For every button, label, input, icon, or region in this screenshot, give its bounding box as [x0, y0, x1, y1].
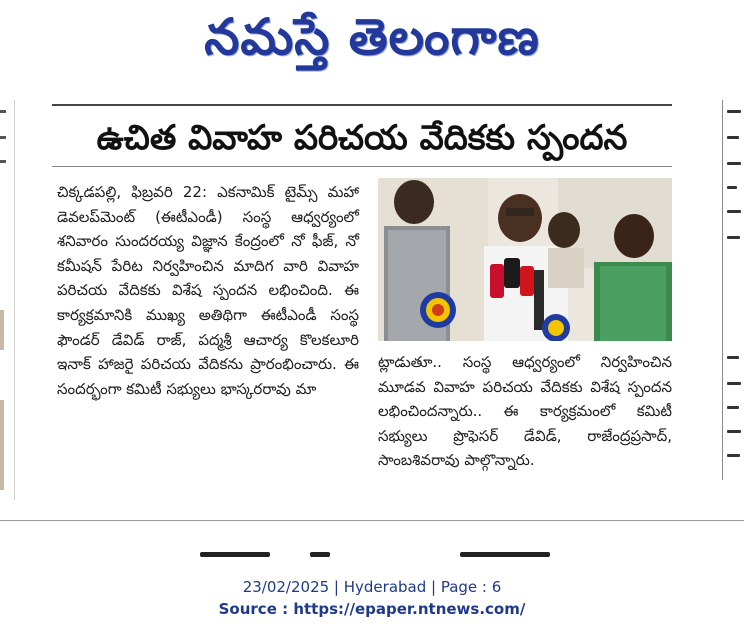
footer-source: Source : https://epaper.ntnews.com/ [218, 600, 526, 618]
page-footer [0, 576, 744, 620]
headline-top-rule [52, 104, 672, 106]
masthead [0, 0, 744, 78]
next-article-fragment [160, 548, 590, 560]
page-section-rule [0, 520, 744, 521]
newspaper-logo: నమస్తే తెలంగాణ [204, 8, 540, 66]
footer-dateline: 23/02/2025 | Hyderabad | Page : 6 [242, 578, 502, 596]
article-photo [378, 178, 672, 341]
adjacent-column-right-edge [722, 100, 744, 480]
event-photo-image [378, 178, 672, 341]
article-column-left [57, 180, 359, 490]
article-body-right: ట్లాడుతూ.. సంస్థ ఆధ్వర్యంలో నిర్వహించిన మూడవ వివాహ పరిచయ వేదికకు విశేష స్పందన లభించిందన్నారు.. ఈ కార్యక్రమంలో కమిటీ సభ్యులు ప్రొఫెసర్ డేవిడ్, రాజేంద్రప్రసాద్, సాంబశివరావు పాల్గొన్నారు. [378, 353, 672, 470]
article-body-left: చిక్కడపల్లి, ఫిబ్రవరి 22: ఎకనామిక్ టైమ్స్ మహా డెవలప్‌మెంట్ (ఈటీఎండీ) సంస్థ ఆధ్వర్యంలో శనివారం సుందరయ్య విజ్ఞాన కేంద్రంలో నో ఫీజ్, నో కమీషన్ పేరిట నిర్వహించిన మాదిగ వారి వివాహ పరిచయ వేదికకు విశేష స్పందన లభించింది. ఈ కార్యక్రమానికి ముఖ్య అతిథిగా ఈటీఎండీ సంస్థ ఫౌండర్ డేవిడ్ రాజ్, పద్మశ్రీ ఆచార్య కొలకలూరి ఇనాక్ హాజరై పరిచయ వేదికను ప్రారంభించారు. ఈ సందర్భంగా కమిటీ సభ్యులు భాస్కరరావు మా [57, 183, 359, 398]
article-headline: ఉచిత వివాహ పరిచయ వేదికకు స్పందన [96, 118, 628, 158]
adjacent-column-left-edge [0, 100, 15, 500]
headline-bottom-rule [52, 166, 672, 167]
article-column-right [378, 350, 672, 490]
